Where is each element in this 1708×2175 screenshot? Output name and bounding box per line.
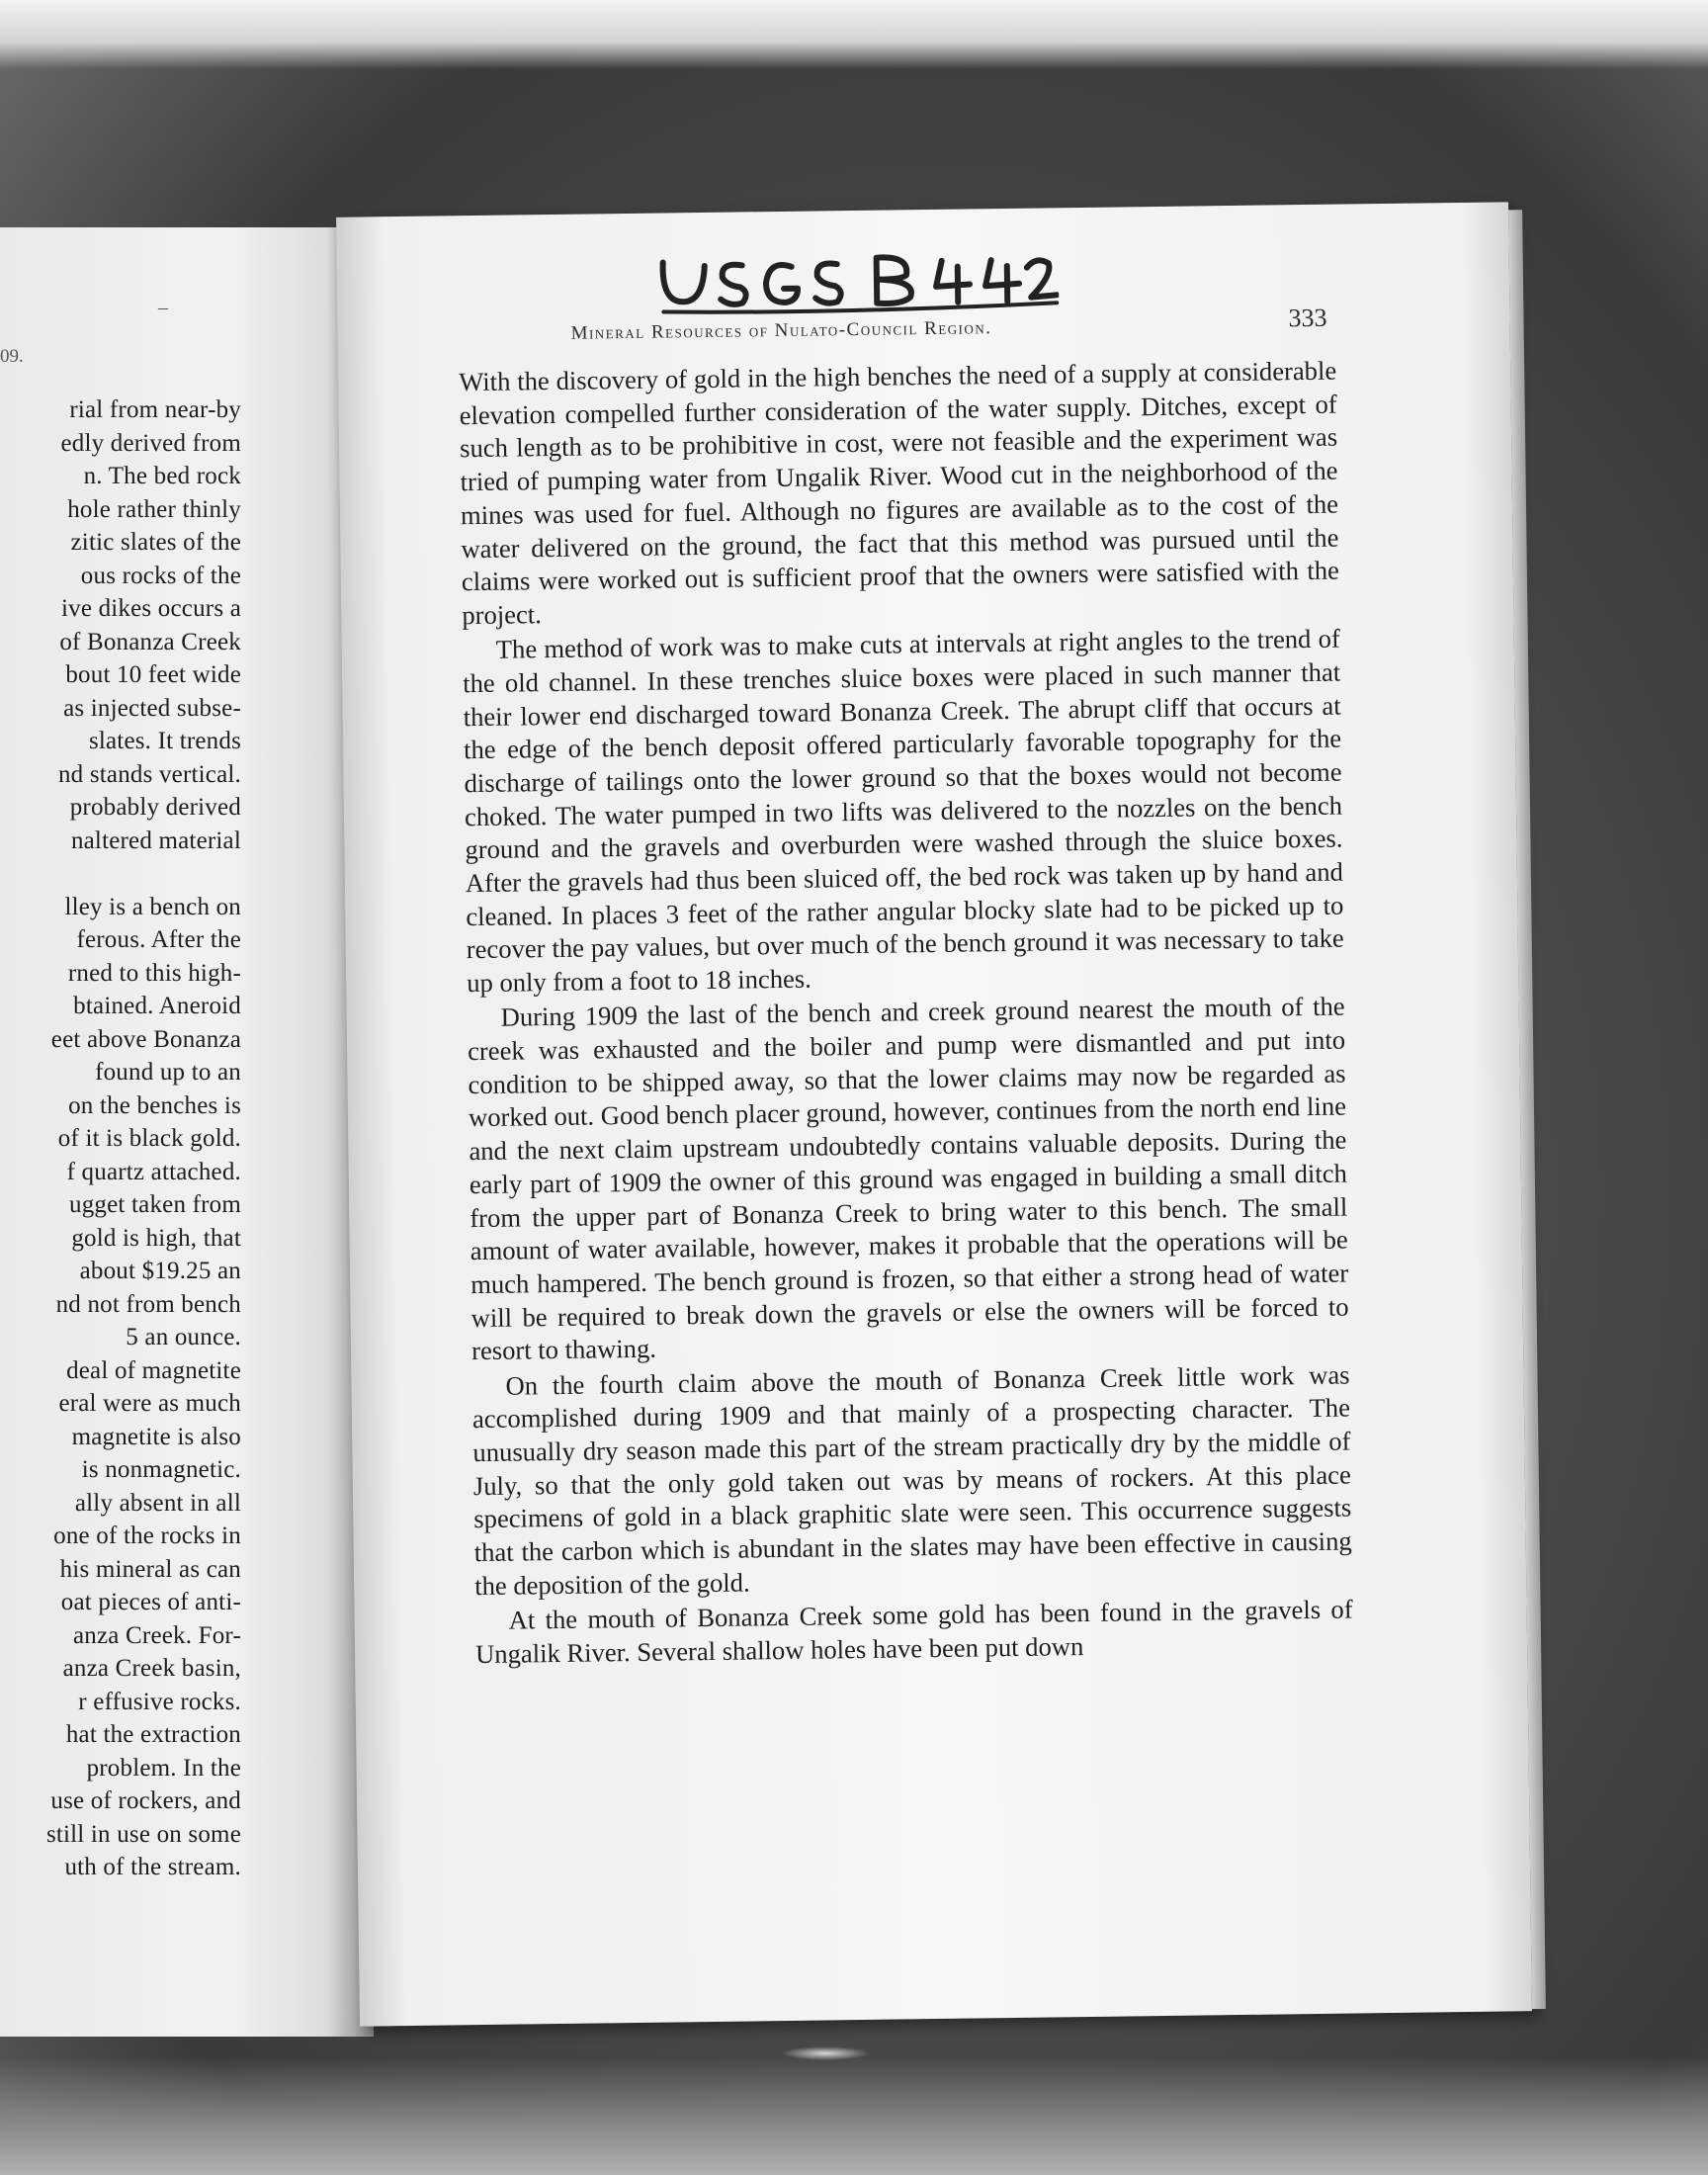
- left-page-line: ferous. After the: [76, 926, 241, 953]
- left-page-line: edly derived from: [60, 429, 241, 457]
- left-page-line: ally absent in all: [74, 1489, 241, 1517]
- stamp-text: USGS B 442: [642, 242, 649, 244]
- left-page-line: about $19.25 an: [79, 1258, 241, 1284]
- left-page-line: ive dikes occurs a: [60, 595, 241, 622]
- paragraph: During 1909 the last of the bench and creek ground nearest the mouth of the creek was exhausted and the boiler and pump were dismantled and put into condition to be shipped away, so that the lower claims may now be regarded as worked out. Good bench placer ground, however, continues from the north end line and the next claim upstream undoubtedly contains valuable deposits. During the early part of 1909 the owner of this ground was engaged in building a small ditch from the upper part of Bonanza Creek to bring water to this bench. The small amount of water available, however, makes it probable that the operations will be much hampered. The bench ground is frozen, so that either a strong head of water will be required to break down the gravels or else the owners will be forced to resort to thawing.: [467, 991, 1349, 1366]
- left-page-line: bout 10 feet wide: [65, 661, 241, 688]
- handwritten-stamp: [642, 237, 1059, 321]
- page-edge: [1508, 210, 1546, 2009]
- left-page-line: use of rockers, and: [50, 1787, 241, 1814]
- left-page-line: eet above Bonanza: [50, 1025, 241, 1053]
- body-text: [459, 355, 1353, 1673]
- left-page-line: ous rocks of the: [80, 562, 241, 589]
- left-page-line: gold is high, that: [71, 1224, 241, 1252]
- page-number: 333: [1288, 303, 1327, 333]
- left-page-line: ugget taken from: [69, 1191, 241, 1218]
- left-page-mark: –: [158, 297, 168, 318]
- left-page-line: oat pieces of anti-: [60, 1589, 241, 1615]
- left-page-number-fragment: 09.: [0, 346, 24, 367]
- paragraph: With the discovery of gold in the high benches the need of a supply at considerable elevation compelled further consideration of the water supply. Ditches, except of such length as to be prohibitive in cost, were not feasible and the experiment was tried of pumping water from Ungalik River. Wood cut in the neighborhood of the mines was used for fuel. Although no figures are available as to the cost of the water delivered on the ground, the fact that this method was pursued until the claims were worked out is sufficient proof that the owners were satisfied with the project.: [459, 355, 1340, 631]
- left-page-line: rial from near-by: [69, 396, 241, 423]
- left-page-line: his mineral as can: [59, 1555, 241, 1583]
- right-page: [336, 202, 1532, 2026]
- left-page-line: f quartz attached.: [66, 1158, 241, 1185]
- left-page-line: deal of magnetite: [66, 1356, 241, 1384]
- left-page-line: still in use on some: [45, 1820, 241, 1848]
- left-page-line: as injected subse-: [63, 694, 241, 722]
- left-page-line: anza Creek basin,: [62, 1655, 241, 1682]
- left-page-line: n. The bed rock: [83, 463, 241, 489]
- scanner-bottom-band: [0, 2056, 1708, 2175]
- paragraph: On the fourth claim above the mouth of Bonanza Creek little work was accomplished during 1909 and that mainly of a prospecting character. The unusually dry season made this part of the stream practically dry by the middle of July, so that the only gold taken out was by means of rockers. At this place specimens of gold in a black graphitic slate were seen. This occurrence suggests that the carbon which is abundant in the slates may have been effective in causing the deposition of the gold.: [471, 1359, 1352, 1601]
- left-page-line: one of the rocks in: [53, 1522, 241, 1549]
- left-page-line: nd stands vertical.: [57, 760, 241, 788]
- left-page-line: eral were as much: [58, 1390, 241, 1417]
- left-page-line: lley is a bench on: [64, 893, 241, 920]
- left-page-line: hole rather thinly: [67, 495, 241, 523]
- left-page-line: btained. Aneroid: [73, 993, 241, 1019]
- left-page-line: r effusive rocks.: [78, 1688, 241, 1715]
- scanner-top-band: [0, 0, 1708, 69]
- left-page-line: on the benches is: [68, 1091, 241, 1119]
- left-page-line: hat the extraction: [65, 1721, 241, 1748]
- left-page-text-column: [0, 393, 241, 1884]
- left-page-line: anza Creek. For-: [73, 1621, 241, 1649]
- left-page-line: zitic slates of the: [70, 529, 241, 556]
- paragraph: The method of work was to make cuts at intervals at right angles to the trend of the old channel. In these trenches sluice boxes were placed in such manner that their lower end discharged toward Bonanza Creek. The abrupt cliff that occurs at the edge of the bench deposit offered particularly favorable topography for the discharge of tailings onto the lower ground so that the boxes would not become choked. The water pumped in two lifts was delivered to the nozzles on the bench ground and the gravels and overburden were washed through the sluice boxes. After the gravels had thus been sluiced off, the bed rock was taken up by hand and cleaned. In places 3 feet of the rather angular blocky slate had to be picked up to recover the pay values, but over much of the bench ground it was necessary to take up only from a foot to 18 inches.: [463, 623, 1344, 999]
- left-page-line: nd not from bench: [55, 1290, 241, 1318]
- left-page-line: of it is black gold.: [57, 1125, 241, 1152]
- left-page-line: of Bonanza Creek: [59, 628, 241, 655]
- left-page-line: slates. It trends: [88, 728, 241, 754]
- left-page-line: problem. In the: [86, 1754, 241, 1782]
- left-page-line: magnetite is also: [71, 1423, 241, 1450]
- left-page-line: 5 an ounce.: [126, 1324, 241, 1350]
- left-page-line: uth of the stream.: [64, 1854, 241, 1880]
- running-head: Mineral Resources of Nulato-Council Region.: [570, 317, 992, 344]
- left-facing-page: [0, 227, 374, 2037]
- left-page-line: probably derived: [69, 794, 241, 821]
- left-page-line: is nonmagnetic.: [81, 1456, 241, 1483]
- left-page-line: naltered material: [70, 826, 241, 854]
- left-page-line: [0, 857, 241, 891]
- left-page-line: rned to this high-: [67, 959, 241, 987]
- paragraph: At the mouth of Bonanza Creek some gold has been found in the gravels of Ungalik River. Several shallow holes have been put down: [474, 1594, 1353, 1669]
- left-page-line: found up to an: [95, 1059, 241, 1086]
